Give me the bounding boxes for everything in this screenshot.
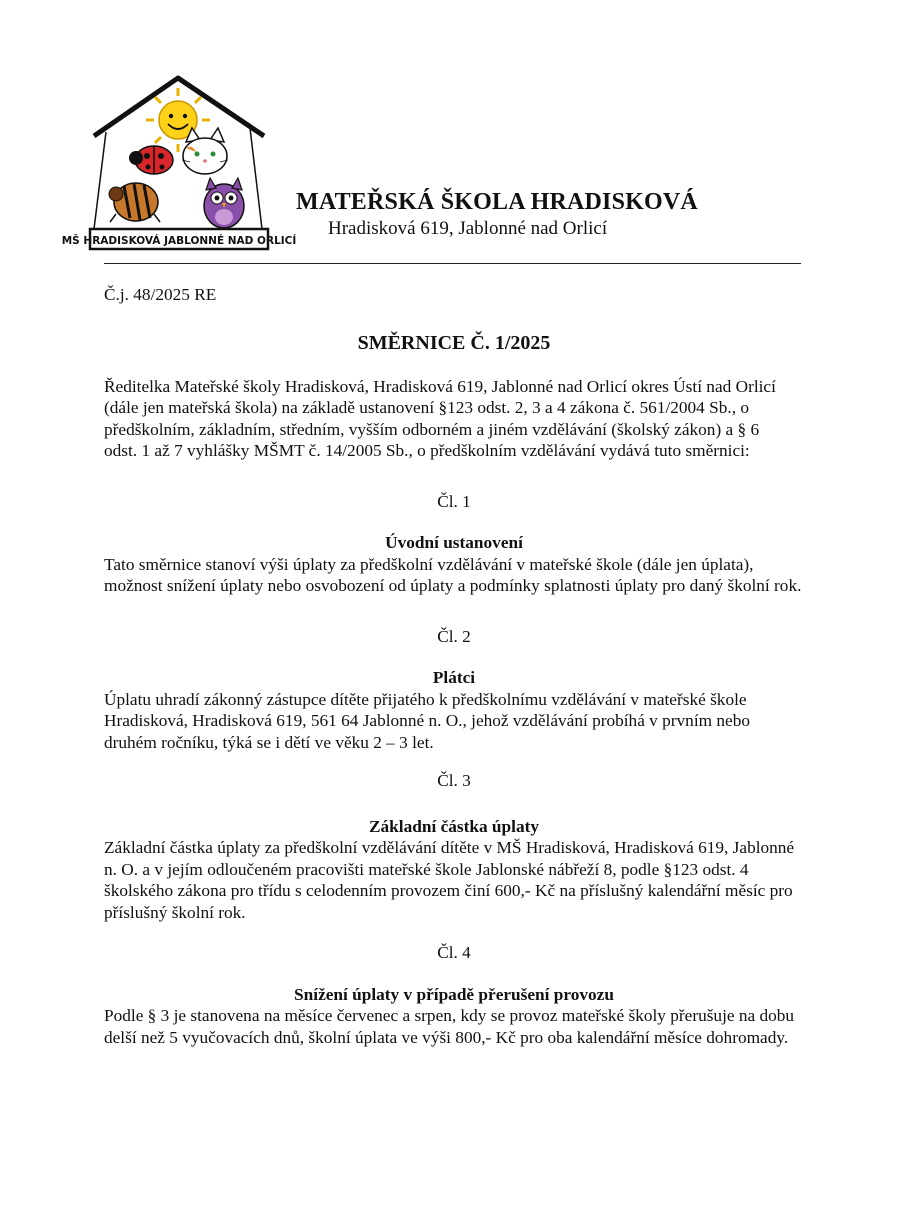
article-3: [104, 770, 804, 923]
cat-icon: [182, 128, 228, 174]
beetle-icon: [109, 183, 160, 222]
document-body: [104, 284, 804, 1048]
ladybug-icon: [129, 146, 173, 174]
article-title: Snížení úplaty v případě přerušení provozu: [294, 984, 614, 1004]
article-number: Čl. 4: [437, 943, 471, 962]
school-logo: [61, 74, 297, 254]
logo-label: MŠ HRADISKOVÁ JABLONNÉ NAD ORLICÍ: [61, 235, 297, 247]
article-1: [104, 491, 804, 597]
school-address: Hradisková 619, Jablonné nad Orlicí: [328, 218, 608, 239]
article-title: Základní částka úplaty: [369, 816, 539, 836]
owl-icon: [204, 178, 244, 228]
school-logo-graphic: [61, 74, 297, 254]
article-number: Čl. 1: [437, 491, 471, 511]
article-body: Podle § 3 je stanovena na měsíce červenec a srpen, kdy se provoz mateřské školy přerušuje na dobu delší než 5 vyučovacích dnů, školní úplata ve výši 800,- Kč pro oba kalendářní měsíce dohromady.: [104, 1006, 795, 1047]
document-title: SMĚRNICE Č. 1/2025: [357, 331, 551, 354]
article-title: Úvodní ustanovení: [385, 533, 523, 552]
article-2: [104, 626, 804, 754]
article-body: Základní částka úplaty za předškolní vzdělávání dítěte v MŠ Hradisková, Hradisková 619, Jablonné n. O. a v jejím odloučeném pracovišti mateřské škole Jablonské nábřeží 8, podle §123 odst. 4 školského zákona pro třídu s celodenním provozem činí 600,- Kč na příslušný kalendářní měsíc pro příslušný školní rok.: [104, 838, 795, 922]
article-body: Úplatu uhradí zákonný zástupce dítěte přijatého k předškolnímu vzdělávání v mateřské škole Hradisková, Hradisková 619, 561 64 Jablonné n. O., jehož vzdělávání probíhá v prvním nebo druhém ročníku, týká se i dětí ve věku 2 – 3 let.: [104, 689, 750, 752]
school-name: MATEŘSKÁ ŠKOLA HRADISKOVÁ: [296, 189, 698, 215]
reference-number: Č.j. 48/2025 RE: [104, 285, 217, 304]
article-title: Plátci: [432, 668, 476, 687]
article-body: Tato směrnice stanoví výši úplaty za předškolní vzdělávání v mateřské škole (dále jen úplata), možnost snížení úplaty nebo osvobození od úplaty a podmínky splatnosti úplaty pro daný školní rok.: [104, 554, 802, 595]
article-number: Čl. 2: [437, 626, 471, 646]
article-4: [104, 942, 804, 1048]
header-divider: [104, 263, 801, 264]
intro-paragraph: Ředitelka Mateřské školy Hradisková, Hradisková 619, Jablonné nad Orlicí okres Ústí nad Orlicí (dále jen mateřská škola) na základě ustanovení §123 odst. 2, 3 a 4 zákona č. 561/2004 Sb., o předškolním, základním, středním, vyšším odborném a jiném vzdělávání (školský zákon) a § 6 odst. 1 až 7 vyhlášky MŠMT č. 14/2005 Sb., o předškolním vzdělávání vydává tuto směrnici:: [104, 376, 776, 460]
article-number: Čl. 3: [437, 771, 471, 790]
